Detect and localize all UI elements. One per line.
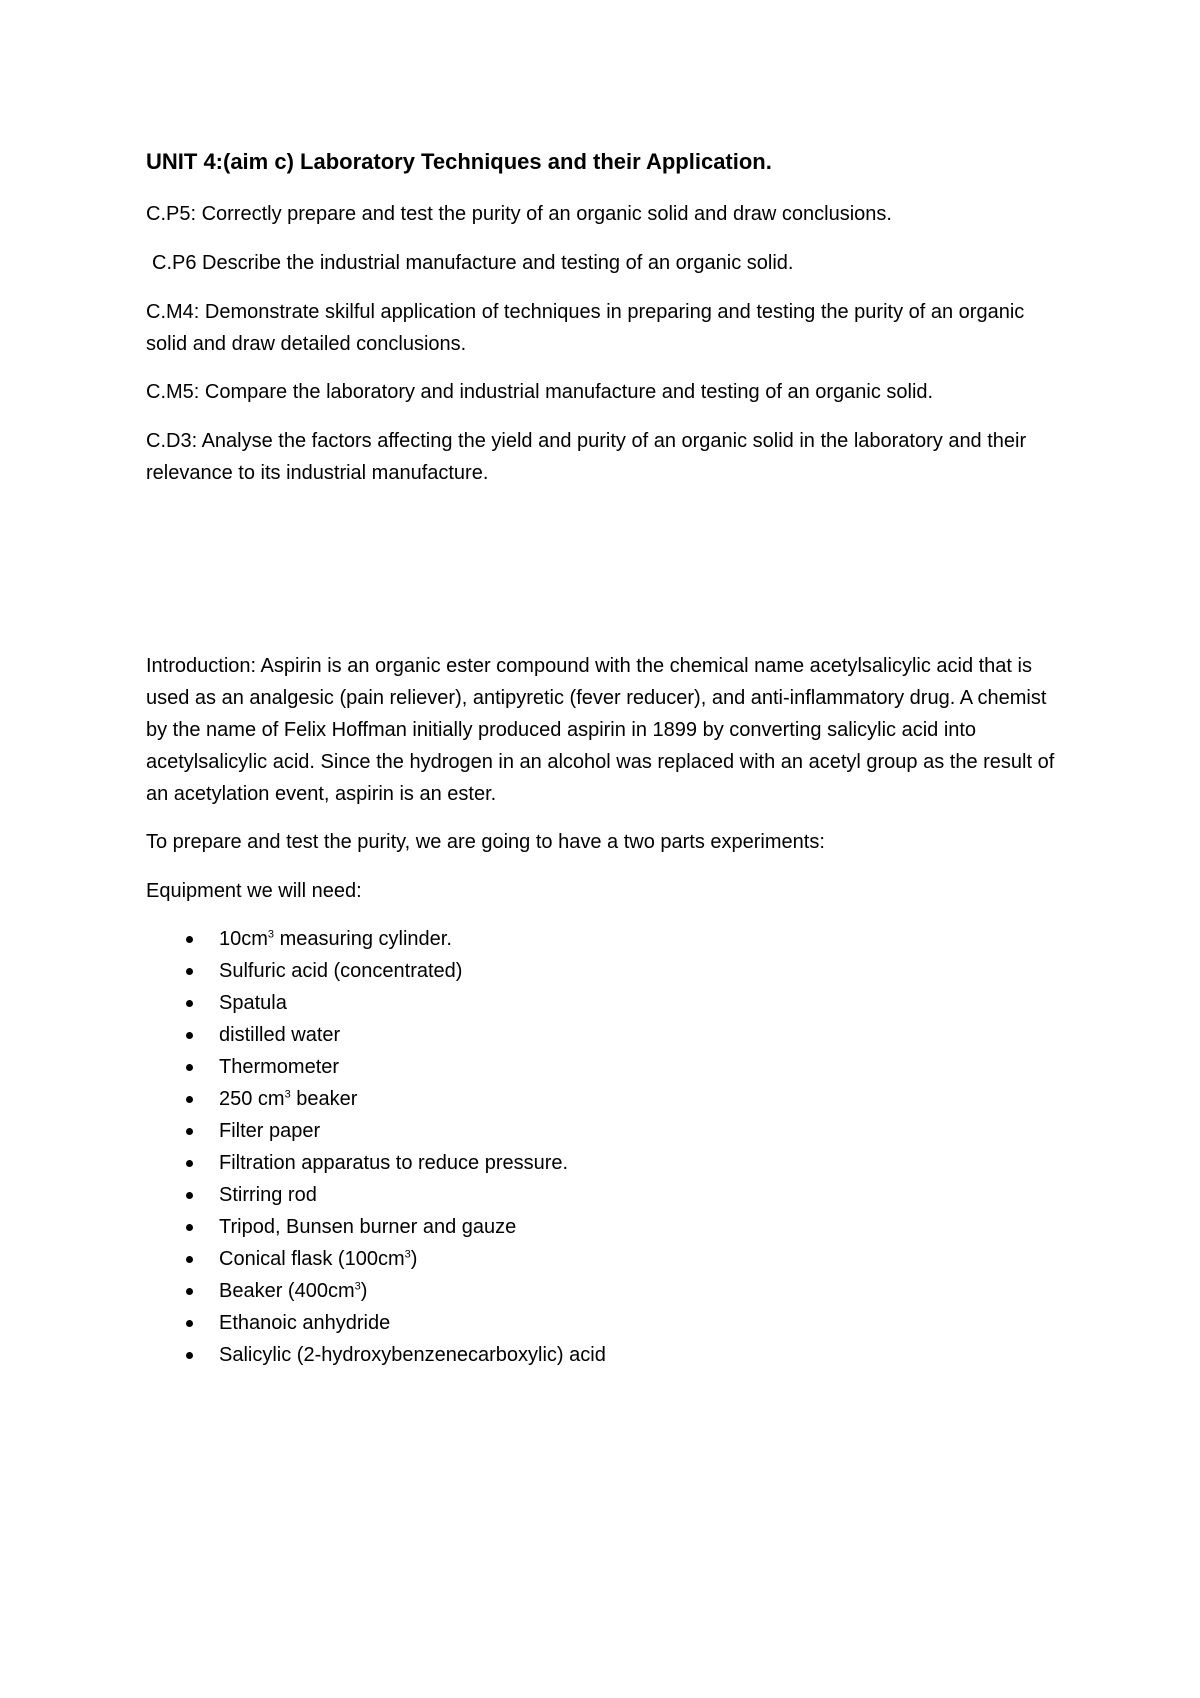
bullet-icon	[186, 1256, 193, 1263]
equipment-item-suffix: measuring cylinder.	[274, 928, 452, 950]
criterion-m5: C.M5: Compare the laboratory and industrial manufacture and testing of an organic solid.	[146, 381, 934, 403]
equipment-heading: Equipment we will need:	[146, 880, 362, 902]
criterion-p5: C.P5: Correctly prepare and test the purity of an organic solid and draw conclusions.	[146, 203, 892, 225]
equipment-item-text: Sulfuric acid (concentrated)	[219, 960, 463, 982]
equipment-item-text: Salicylic (2-hydroxybenzenecarboxylic) acid	[219, 1344, 606, 1366]
document-title: UNIT 4:(aim c) Laboratory Techniques and their Application.	[146, 149, 772, 174]
bullet-icon	[186, 1288, 193, 1295]
bullet-icon	[186, 968, 193, 975]
equipment-item-text: Thermometer	[219, 1056, 340, 1078]
equipment-item	[146, 1019, 606, 1051]
bullet-icon	[186, 1000, 193, 1007]
equipment-item-superscript: 3	[354, 1280, 361, 1293]
bullet-icon	[186, 1320, 193, 1327]
prepare-paragraph: To prepare and test the purity, we are going to have a two parts experiments:	[146, 831, 825, 853]
equipment-item	[146, 1275, 606, 1307]
equipment-item-text: Stirring rod	[219, 1184, 317, 1206]
bullet-icon	[186, 936, 193, 943]
bullet-icon	[186, 1352, 193, 1359]
equipment-item	[146, 1211, 606, 1243]
equipment-item	[146, 1051, 606, 1083]
criterion-m4: C.M4: Demonstrate skilful application of techniques in preparing and testing the purity of an organic solid and draw detailed conclusions.	[146, 301, 1025, 355]
bullet-icon	[186, 1096, 193, 1103]
bullet-icon	[186, 1128, 193, 1135]
equipment-item-suffix: )	[360, 1280, 368, 1302]
criterion-p6: C.P6 Describe the industrial manufacture and testing of an organic solid.	[152, 252, 794, 274]
equipment-item	[146, 1179, 606, 1211]
equipment-item	[146, 1243, 606, 1275]
equipment-item-text: Beaker (400cm	[219, 1280, 355, 1302]
equipment-item	[146, 1307, 606, 1339]
document-page	[146, 0, 1066, 1698]
bullet-icon	[186, 1032, 193, 1039]
equipment-item	[146, 1147, 606, 1179]
criterion-d3: C.D3: Analyse the factors affecting the yield and purity of an organic solid in the laboratory and their relevance to its industrial manufacture.	[146, 430, 1027, 484]
equipment-item	[146, 987, 606, 1019]
equipment-item	[146, 923, 606, 955]
equipment-item-text: Filtration apparatus to reduce pressure.	[219, 1152, 569, 1174]
equipment-item-superscript: 3	[404, 1248, 411, 1261]
equipment-item-superscript: 3	[284, 1088, 291, 1101]
equipment-item-text: Conical flask (100cm	[219, 1248, 405, 1270]
equipment-item-text: Ethanoic anhydride	[219, 1312, 391, 1334]
equipment-item-text: distilled water	[219, 1024, 341, 1046]
bullet-icon	[186, 1192, 193, 1199]
equipment-item-text: Tripod, Bunsen burner and gauze	[219, 1216, 517, 1238]
bullet-icon	[186, 1224, 193, 1231]
introduction-paragraph: Introduction: Aspirin is an organic ester compound with the chemical name acetylsalicylic acid that is used as an analgesic (pain reliever), antipyretic (fever reducer), and anti-inflammatory drug. A chemist by the name of Felix Hoffman initially produced aspirin in 1899 by converting salicylic acid into acetylsalicylic acid. Since the hydrogen in an alcohol was replaced with an acetyl group as the result of an acetylation event, aspirin is an ester.	[146, 655, 1055, 805]
equipment-item-text: Filter paper	[219, 1120, 321, 1142]
bullet-icon	[186, 1064, 193, 1071]
equipment-list	[146, 923, 606, 1371]
bullet-icon	[186, 1160, 193, 1167]
equipment-item-text: Spatula	[219, 992, 287, 1014]
equipment-item-superscript: 3	[267, 928, 275, 941]
equipment-item-suffix: beaker	[290, 1088, 358, 1110]
equipment-item-text: 10cm	[219, 928, 268, 950]
equipment-item	[146, 1339, 606, 1371]
equipment-item-suffix: )	[410, 1248, 418, 1270]
equipment-item-text: 250 cm	[219, 1088, 285, 1110]
equipment-item	[146, 1115, 606, 1147]
equipment-item	[146, 955, 606, 987]
equipment-item	[146, 1083, 606, 1115]
